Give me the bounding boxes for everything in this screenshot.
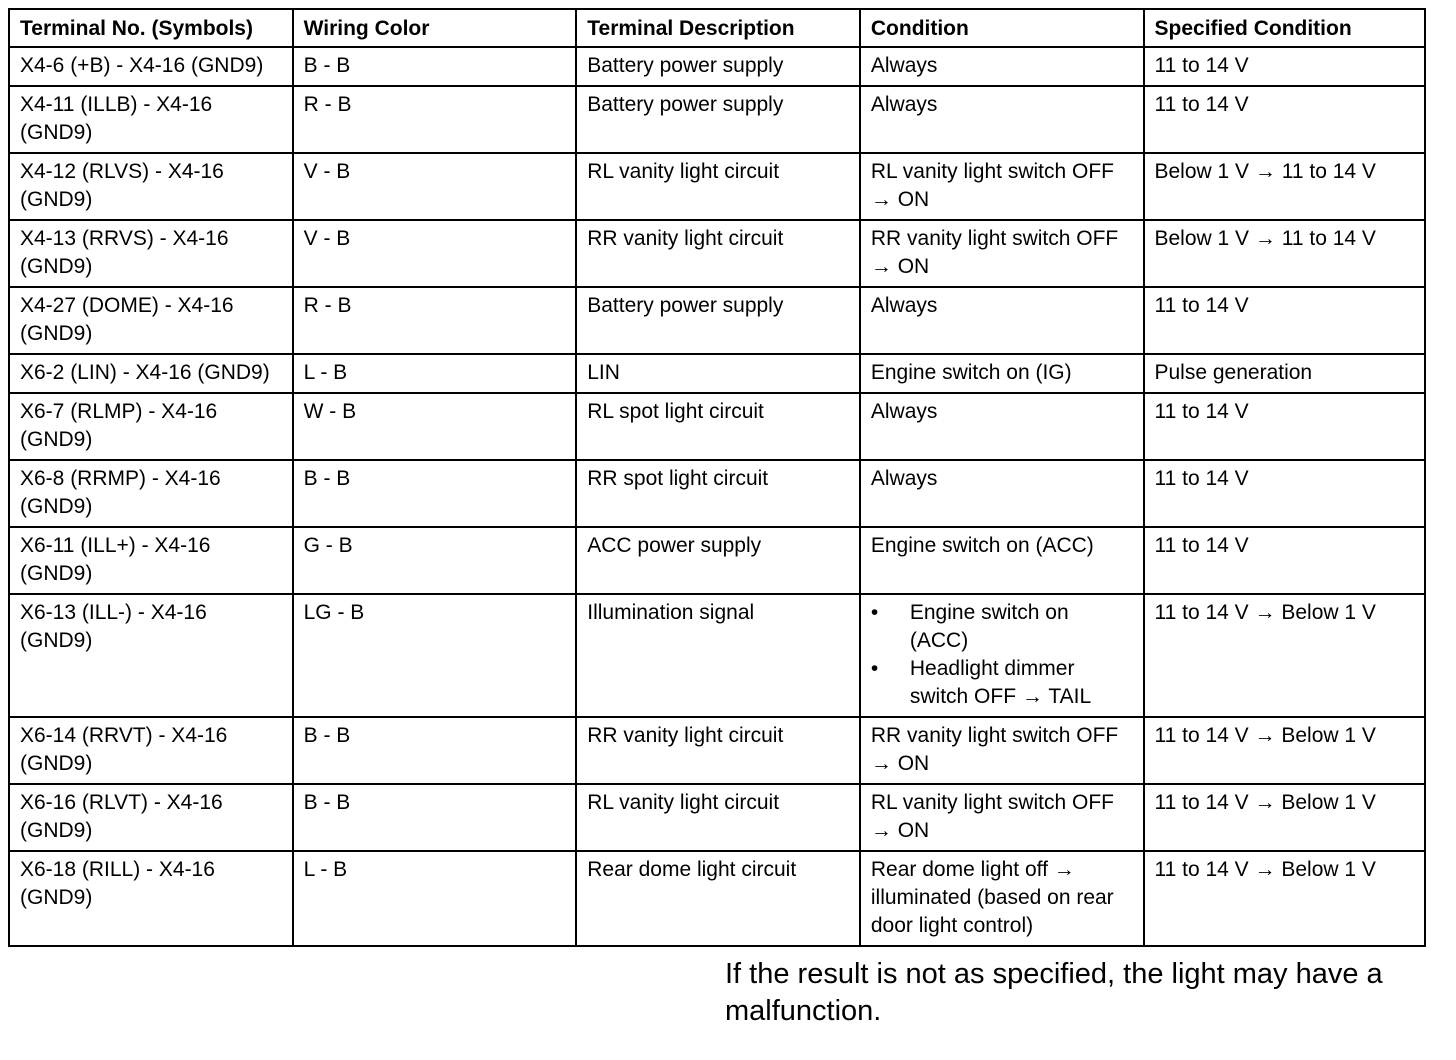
list-item <box>871 599 1133 655</box>
cell-description: RL vanity light circuit <box>576 153 860 220</box>
cell-specified: 11 to 14 V → Below 1 V <box>1144 717 1426 784</box>
cell-wiring-color: V - B <box>293 220 577 287</box>
bullet-marker: • <box>870 601 879 624</box>
cell-wiring-color: G - B <box>293 527 577 594</box>
cell-description: Battery power supply <box>576 47 860 86</box>
cell-terminal: X6-8 (RRMP) - X4-16 (GND9) <box>9 460 293 527</box>
cell-description: RL vanity light circuit <box>576 784 860 851</box>
table-row <box>9 220 1425 287</box>
cell-specified: 11 to 14 V <box>1144 393 1426 460</box>
table-row <box>9 784 1425 851</box>
table-row <box>9 153 1425 220</box>
table-row <box>9 393 1425 460</box>
cell-specified: Below 1 V → 11 to 14 V <box>1144 220 1426 287</box>
table-row <box>9 47 1425 86</box>
cell-condition: Always <box>860 287 1144 354</box>
cell-condition: RR vanity light switch OFF → ON <box>860 220 1144 287</box>
cell-terminal: X6-16 (RLVT) - X4-16 (GND9) <box>9 784 293 851</box>
cell-terminal: X6-2 (LIN) - X4-16 (GND9) <box>9 354 293 393</box>
table-row <box>9 86 1425 153</box>
cell-wiring-color: L - B <box>293 851 577 946</box>
cell-specified: 11 to 14 V <box>1144 460 1426 527</box>
cell-specified: 11 to 14 V <box>1144 287 1426 354</box>
cell-description: Illumination signal <box>576 594 860 717</box>
cell-condition: RL vanity light switch OFF → ON <box>860 153 1144 220</box>
table-header-row <box>9 9 1425 47</box>
cell-condition: Rear dome light off → illuminated (based on rear door light control) <box>860 851 1144 946</box>
cell-condition: Engine switch on (ACC) <box>860 527 1144 594</box>
cell-condition: Always <box>860 86 1144 153</box>
cell-wiring-color: B - B <box>293 784 577 851</box>
cell-description: RR spot light circuit <box>576 460 860 527</box>
cell-condition-list <box>860 594 1144 717</box>
cell-description: Battery power supply <box>576 287 860 354</box>
table-row <box>9 354 1425 393</box>
cell-condition: RR vanity light switch OFF → ON <box>860 717 1144 784</box>
cell-condition: Always <box>860 47 1144 86</box>
cell-specified: Pulse generation <box>1144 354 1426 393</box>
header-condition: Condition <box>860 9 1144 47</box>
cell-terminal: X6-18 (RILL) - X4-16 (GND9) <box>9 851 293 946</box>
cell-terminal: X4-27 (DOME) - X4-16 (GND9) <box>9 287 293 354</box>
condition-bullet-list <box>871 599 1133 711</box>
cell-wiring-color: W - B <box>293 393 577 460</box>
table-row <box>9 527 1425 594</box>
cell-terminal: X6-7 (RLMP) - X4-16 (GND9) <box>9 393 293 460</box>
table-row <box>9 851 1425 946</box>
cell-specified: 11 to 14 V → Below 1 V <box>1144 851 1426 946</box>
cell-description: ACC power supply <box>576 527 860 594</box>
cell-wiring-color: L - B <box>293 354 577 393</box>
list-item <box>871 655 1133 711</box>
cell-description: Rear dome light circuit <box>576 851 860 946</box>
list-item-text: Headlight dimmer switch OFF → TAIL <box>909 657 1092 708</box>
table-row <box>9 287 1425 354</box>
cell-condition: Always <box>860 460 1144 527</box>
cell-condition: RL vanity light switch OFF → ON <box>860 784 1144 851</box>
cell-specified: Below 1 V → 11 to 14 V <box>1144 153 1426 220</box>
cell-terminal: X4-11 (ILLB) - X4-16 (GND9) <box>9 86 293 153</box>
cell-wiring-color: B - B <box>293 47 577 86</box>
cell-wiring-color: V - B <box>293 153 577 220</box>
cell-wiring-color: R - B <box>293 86 577 153</box>
cell-terminal: X6-14 (RRVT) - X4-16 (GND9) <box>9 717 293 784</box>
cell-condition: Always <box>860 393 1144 460</box>
cell-description: RR vanity light circuit <box>576 220 860 287</box>
table-row <box>9 717 1425 784</box>
bullet-marker: • <box>870 657 879 680</box>
cell-specified: 11 to 14 V <box>1144 47 1426 86</box>
cell-description: RR vanity light circuit <box>576 717 860 784</box>
cell-description: RL spot light circuit <box>576 393 860 460</box>
cell-description: Battery power supply <box>576 86 860 153</box>
cell-terminal: X6-11 (ILL+) - X4-16 (GND9) <box>9 527 293 594</box>
cell-wiring-color: B - B <box>293 460 577 527</box>
header-terminal: Terminal No. (Symbols) <box>9 9 293 47</box>
header-wiring-color: Wiring Color <box>293 9 577 47</box>
cell-description: LIN <box>576 354 860 393</box>
cell-terminal: X6-13 (ILL-) - X4-16 (GND9) <box>9 594 293 717</box>
cell-specified: 11 to 14 V → Below 1 V <box>1144 784 1426 851</box>
cell-wiring-color: LG - B <box>293 594 577 717</box>
cell-terminal: X4-12 (RLVS) - X4-16 (GND9) <box>9 153 293 220</box>
cell-specified: 11 to 14 V → Below 1 V <box>1144 594 1426 717</box>
cell-condition: Engine switch on (IG) <box>860 354 1144 393</box>
cell-terminal: X4-13 (RRVS) - X4-16 (GND9) <box>9 220 293 287</box>
cell-specified: 11 to 14 V <box>1144 86 1426 153</box>
terminal-spec-table <box>8 8 1426 947</box>
table-row-illumination <box>9 594 1425 717</box>
malfunction-note: If the result is not as specified, the light may have a malfunction. <box>725 958 1383 1027</box>
header-specified-condition: Specified Condition <box>1144 9 1426 47</box>
cell-wiring-color: R - B <box>293 287 577 354</box>
cell-terminal: X4-6 (+B) - X4-16 (GND9) <box>9 47 293 86</box>
list-item-text: Engine switch on (ACC) <box>909 601 1069 652</box>
header-terminal-description: Terminal Description <box>576 9 860 47</box>
cell-wiring-color: B - B <box>293 717 577 784</box>
cell-specified: 11 to 14 V <box>1144 527 1426 594</box>
table-row <box>9 460 1425 527</box>
